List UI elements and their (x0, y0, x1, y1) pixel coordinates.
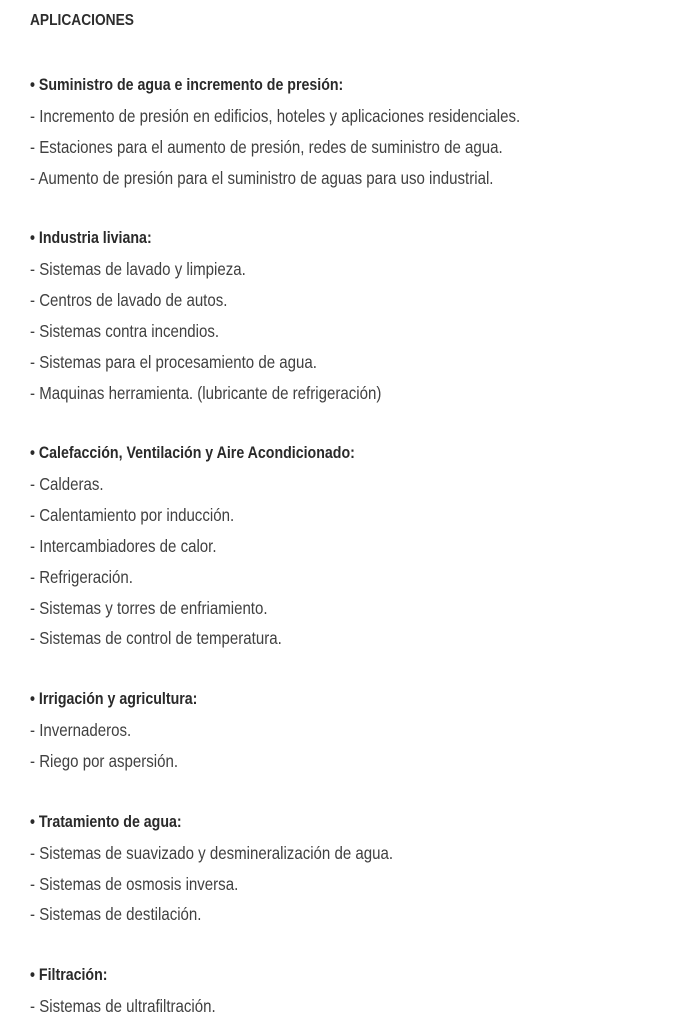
section-title: • Filtración: (30, 966, 108, 985)
list-item: - Sistemas de osmosis inversa. (30, 873, 239, 894)
section-water-supply (30, 70, 683, 193)
list-item: - Aumento de presión para el suministro de aguas para uso industrial. (30, 167, 494, 188)
list-item: - Sistemas y torres de enfriamiento. (30, 597, 268, 618)
list-item: - Sistemas de control de temperatura. (30, 628, 282, 649)
list-item: - Refrigeración. (30, 566, 133, 587)
list-item: - Riego por aspersión. (30, 750, 179, 771)
list-item: - Centros de lavado de autos. (30, 290, 228, 311)
section-filtration (30, 960, 683, 1022)
list-item: - Invernaderos. (30, 720, 132, 741)
list-item: - Sistemas de lavado y limpieza. (30, 259, 246, 280)
section-irrigation (30, 684, 683, 777)
list-item: - Sistemas de ultrafiltración. (30, 996, 216, 1017)
page-heading: APLICACIONES (30, 12, 134, 29)
section-water-treatment (30, 807, 683, 930)
list-item: - Intercambiadores de calor. (30, 535, 217, 556)
section-title: • Irrigación y agricultura: (30, 690, 198, 709)
section-title: • Industria liviana: (30, 229, 152, 248)
section-hvac (30, 438, 683, 654)
list-item: - Sistemas contra incendios. (30, 320, 220, 341)
section-title: • Suministro de agua e incremento de presión: (30, 76, 344, 94)
list-item: - Sistemas de destilación. (30, 904, 202, 925)
list-item: - Calentamiento por inducción. (30, 505, 235, 526)
section-light-industry (30, 223, 683, 408)
list-item: - Sistemas de suavizado y desmineralización de agua. (30, 842, 394, 863)
list-item: - Calderas. (30, 474, 104, 495)
list-item: - Maquinas herramienta. (lubricante de refrigeración) (30, 382, 382, 403)
section-title: • Tratamiento de agua: (30, 812, 182, 831)
list-item: - Estaciones para el aumento de presión, redes de suministro de agua. (30, 136, 503, 157)
list-item: - Incremento de presión en edificios, hoteles y aplicaciones residenciales. (30, 106, 521, 126)
section-title: • Calefacción, Ventilación y Aire Acondicionado: (30, 444, 355, 463)
list-item: - Sistemas para el procesamiento de agua. (30, 351, 317, 372)
